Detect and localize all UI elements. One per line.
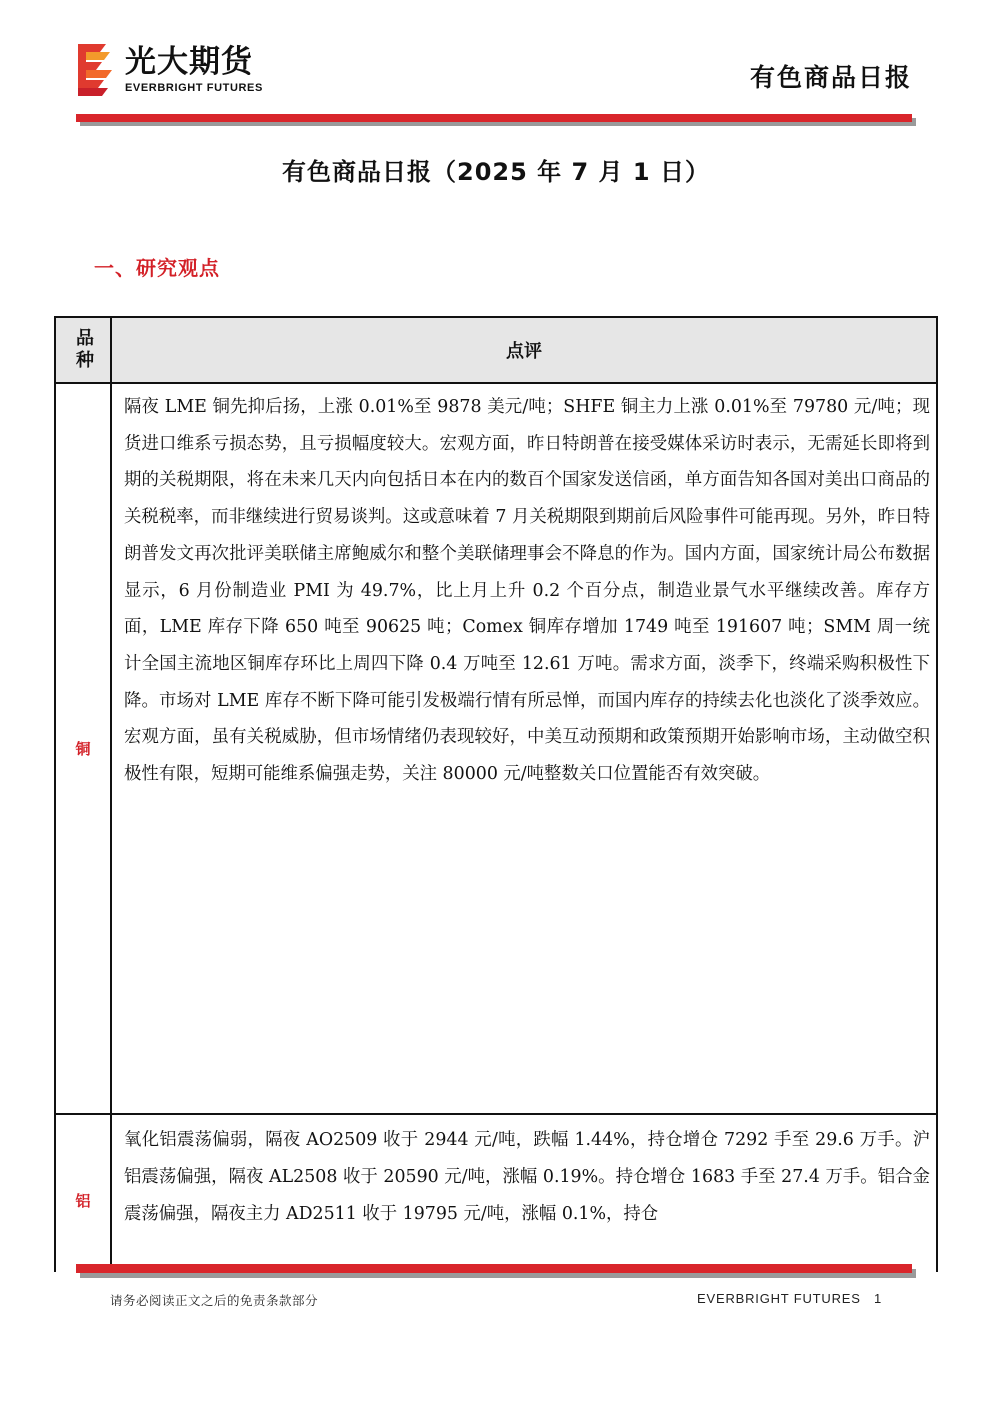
footer-brand-page bbox=[697, 1291, 882, 1306]
table-row-copper bbox=[56, 384, 936, 1115]
footer-brand: EVERBRIGHT FUTURES bbox=[697, 1291, 861, 1306]
table-header-row bbox=[56, 318, 936, 384]
document-title: 有色商品日报（2025 年 7 月 1 日） bbox=[282, 158, 710, 186]
table-row-aluminum bbox=[56, 1115, 936, 1272]
logo-english-name: EVERBRIGHT FUTURES bbox=[125, 82, 263, 94]
header-divider bbox=[76, 114, 916, 126]
logo-icon bbox=[76, 42, 114, 98]
logo-chinese-name: 光大期货 bbox=[125, 44, 253, 80]
comment-cell-aluminum: 氧化铝震荡偏弱，隔夜 AO2509 收于 2944 元/吨，跌幅 1.44%，持仓增仓 7292 手至 29.6 万手。沪铝震荡偏强，隔夜 AL2508 收于 20590 元/吨，涨幅 0.19%。持仓增仓 1683 手至 27.4 万手。铝合金震荡偏强，隔夜主力 AD2511 收于 19795 元/吨，涨幅 0.1%，持仓 bbox=[124, 1130, 930, 1224]
section-title: 一、研究观点 bbox=[94, 256, 220, 280]
category-cell-aluminum: 铝 bbox=[56, 1115, 112, 1272]
commentary-table bbox=[54, 316, 938, 1272]
footer-disclaimer: 请务必阅读正文之后的免责条款部分 bbox=[110, 1293, 319, 1308]
page-number: 1 bbox=[873, 1291, 882, 1306]
header-category-cell: 品种 bbox=[56, 318, 112, 382]
comment-cell-copper: 隔夜 LME 铜先抑后扬，上涨 0.01%至 9878 美元/吨；SHFE 铜主力上涨 0.01%至 79780 元/吨；现货进口维系亏损态势，且亏损幅度较大。宏观方面，昨日特朗普在接受媒体采访时表示，无需延长即将到期的关税期限，将在未来几天内向包括日本在内的数百个国家发送信函，单方面告知各国对美出口商品的关税税率，而非继续进行贸易谈判。这或意味着 7 月关税期限到期前后风险事件可能再现。另外，昨日特朗普发文再次批评美联储主席鲍威尔和整个美联储理事会不降息的作为。国内方面，国家统计局公布数据显示，6 月份制造业 PMI 为 49.7%，比上月上升 0.2 个百分点，制造业景气水平继续改善。库存方面，LME 库存下降 650 吨至 90625 吨；Comex 铜库存增加 1749 吨至 191607 吨；SMM 周一统计全国主流地区铜库存环比上周四下降 0.4 万吨至 12.61 万吨。需求方面，淡季下，终端采购积极性下降。市场对 LME 库存不断下降可能引发极端行情有所忌惮，而国内库存的持续去化也淡化了淡季效应。宏观方面，虽有关税威胁，但市场情绪仍表现较好，中美互动预期和政策预期开始影响市场，主动做空积极性有限，短期可能维系偏强走势，关注 80000 元/吨整数关口位置能否有效突破。 bbox=[124, 397, 930, 785]
category-cell-copper: 铜 bbox=[56, 384, 112, 1113]
header-comment-cell: 点评 bbox=[506, 341, 542, 362]
footer-divider bbox=[76, 1264, 916, 1278]
header-report-title: 有色商品日报 bbox=[749, 63, 912, 92]
